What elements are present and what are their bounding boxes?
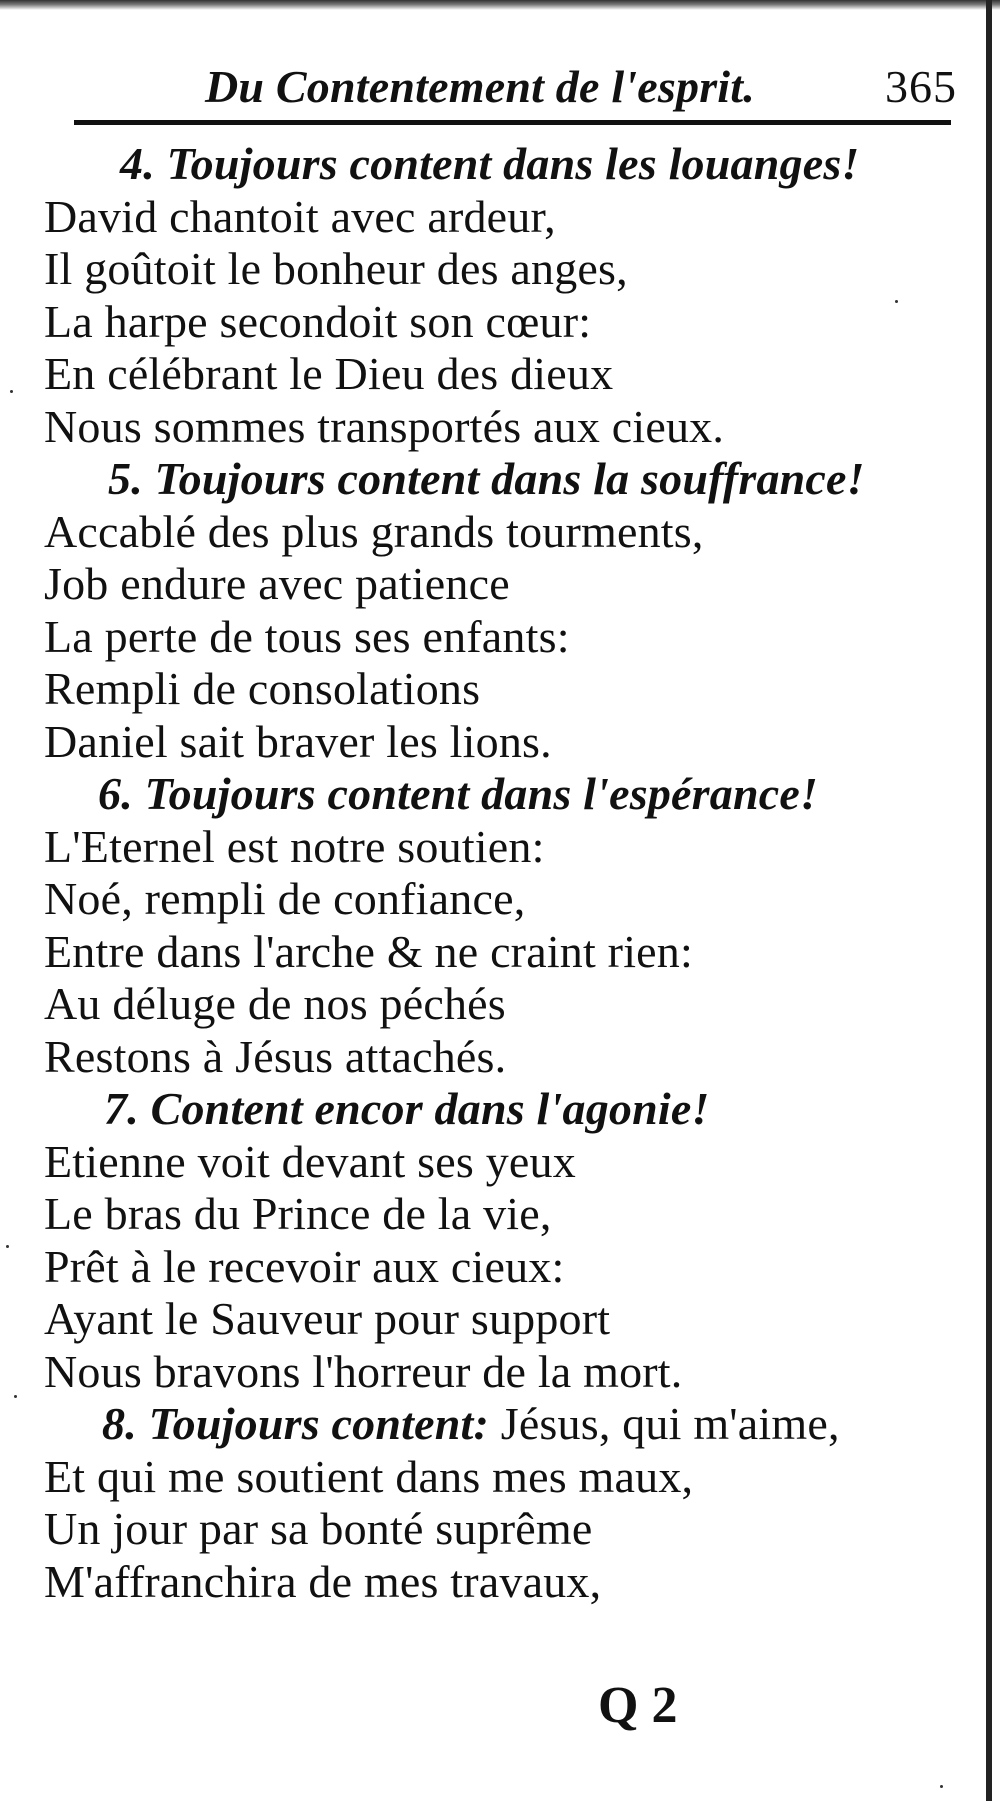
verse-line: Un jour par sa bonté suprême [44,1503,593,1554]
page-number: 365 [885,61,957,112]
verse-line: Le bras du Prince de la vie, [44,1188,552,1239]
verse-line: La harpe secondoit son cœur: [44,295,592,347]
verse-line: Il goûtoit le bonheur des anges, [44,243,628,294]
verse-line: Prêt à le recevoir aux cieux: [44,1240,565,1292]
verse-line: Entre dans l'arche & ne craint rien: [44,925,693,977]
verse-line: Noé, rempli de confiance, [44,873,526,924]
stanza-heading-roman: Jésus, qui m'aime, [489,1398,840,1449]
verse-line: Et qui me soutient dans mes maux, [44,1450,694,1502]
verse-line: Restons à Jésus attachés. [44,1030,507,1082]
stanza-heading-italic: 8. Toujours content: [102,1398,490,1449]
verse-line: Au déluge de nos péchés [44,978,506,1029]
running-title: Du Contentement de l'esprit. [205,61,755,112]
ink-speck [10,390,13,393]
verse-line: Rempli de consolations [44,663,481,714]
header-rule [74,120,951,125]
verse-line: Nous bravons l'horreur de la mort. [44,1345,683,1397]
verse-line: Nous sommes transportés aux cieux. [44,400,725,452]
ink-speck [6,1245,9,1248]
signature-mark: Q 2 [598,1677,678,1734]
verse-line: Daniel sait braver les lions. [44,715,552,767]
verse-line: Accablé des plus grands tourments, [44,505,704,557]
verse-line: La perte de tous ses enfants: [44,610,570,662]
stanza-heading-mixed [44,1398,954,1451]
verse-line: En célébrant le Dieu des dieux [44,348,614,399]
verse-line: Etienne voit devant ses yeux [44,1135,576,1187]
verse-line: David chantoit avec ardeur, [44,190,556,242]
stanza-heading: 7. Content encor dans l'agonie! [104,1083,710,1134]
hymn-text [44,138,954,1608]
verse-line: Ayant le Sauveur pour support [44,1293,611,1344]
page-right-edge [986,0,992,1801]
stanza-heading: 4. Toujours content dans les louanges! [120,138,860,189]
verse-line: Job endure avec patience [44,558,510,609]
stanza-heading: 6. Toujours content dans l'espérance! [98,768,819,819]
ink-speck [14,1395,17,1398]
running-header [205,40,957,110]
page-top-edge [0,0,1000,10]
verse-line: L'Eternel est notre soutien: [44,820,545,872]
stanza-heading: 5. Toujours content dans la souffrance! [108,453,865,504]
ink-speck [940,1785,943,1788]
ink-speck [895,300,898,303]
verse-line: M'affranchira de mes travaux, [44,1555,602,1607]
